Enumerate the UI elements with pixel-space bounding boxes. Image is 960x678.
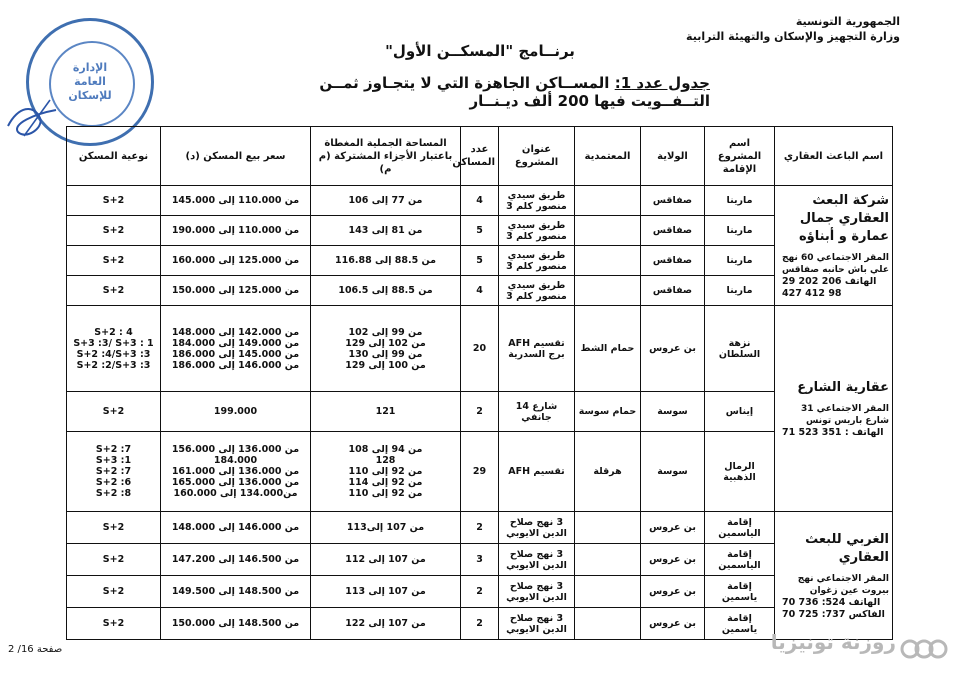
header-type: نوعية المسكن (67, 127, 161, 186)
type-cell-line: S+2 (102, 195, 125, 206)
table-row (67, 608, 893, 640)
developer-name: شركة البعث العقاري جمال عمارة و أبناؤه (798, 192, 889, 244)
count-cell: 5 (461, 246, 499, 276)
area-cell-line: من 92 إلى 114 (348, 477, 423, 488)
type-cell (67, 576, 161, 608)
area-cell-line: من 92 إلى 110 (348, 488, 423, 499)
price-cell-line: 184.000 (213, 455, 258, 466)
price-cell (161, 576, 311, 608)
program-title: برنــامج "المسكــن الأول" (385, 42, 575, 60)
table-row (67, 432, 893, 512)
stamp-line: الإدارة (72, 61, 108, 74)
project-cell: إقامة الياسمين (705, 512, 775, 544)
table-row (67, 544, 893, 576)
state-cell: بن عروس (641, 544, 705, 576)
stamp-line: العامة (74, 75, 106, 88)
area-cell (311, 246, 461, 276)
count-cell: 3 (461, 544, 499, 576)
table-row (67, 392, 893, 432)
table-row (67, 576, 893, 608)
type-cell-line: S+2 (102, 225, 125, 236)
type-cell-line: S+2 (102, 285, 125, 296)
count-cell: 2 (461, 392, 499, 432)
price-cell (161, 246, 311, 276)
type-cell-line: S+2 (102, 586, 125, 597)
area-cell (311, 544, 461, 576)
developer-address: المقر الاجتماعي 31 شارع باريس تونس (801, 403, 889, 426)
state-cell: بن عروس (641, 576, 705, 608)
address-cell: تقسيم AFH برج السدرية (499, 306, 575, 392)
area-cell-line: من 107 إلى 122 (345, 618, 426, 629)
price-cell-line: 199.000 (213, 406, 258, 417)
project-cell: مارينا (705, 246, 775, 276)
price-cell-line: من 146.000 إلى 186.000 (171, 359, 300, 371)
area-cell (311, 392, 461, 432)
watermark-text: روزنة تونيزيا (770, 630, 896, 654)
area-cell (311, 306, 461, 392)
type-cell (67, 186, 161, 216)
housing-table (66, 126, 893, 640)
type-cell-line: S+3 :3/ S+3 : 1 (73, 337, 154, 349)
signature-icon (4, 96, 64, 146)
area-cell-line: 128 (375, 455, 396, 466)
stamp-line: للإسكان (68, 89, 112, 102)
type-cell-line: S+2 (102, 618, 125, 629)
type-cell (67, 246, 161, 276)
area-cell (311, 608, 461, 640)
area-cell-line: من 94 إلى 108 (348, 444, 423, 455)
state-cell: بن عروس (641, 306, 705, 392)
area-cell (311, 276, 461, 306)
address-cell: طريق سيدي منصور كلم 3 (499, 246, 575, 276)
delegation-cell (575, 216, 641, 246)
watermark-logo-icon (900, 637, 948, 661)
table-row (67, 216, 893, 246)
state-cell: صفاقس (641, 276, 705, 306)
price-cell (161, 216, 311, 246)
delegation-cell: حمام الشط (575, 306, 641, 392)
type-cell-line: S+2 :8 (95, 488, 132, 499)
type-cell (67, 306, 161, 392)
price-cell-line: من 149.000 إلى 184.000 (171, 337, 300, 349)
count-cell: 29 (461, 432, 499, 512)
area-cell (311, 576, 461, 608)
developer-address: المقر الاجتماعي 60 نهج علي باش حانبه صفاقس (781, 252, 889, 275)
state-cell: صفاقس (641, 216, 705, 246)
header-project: اسم المشروع الإقامة (705, 127, 775, 186)
state-cell: سوسة (641, 432, 705, 512)
project-cell: مارينا (705, 186, 775, 216)
type-cell (67, 544, 161, 576)
type-cell (67, 512, 161, 544)
price-cell (161, 276, 311, 306)
type-cell-line: S+2 (102, 406, 125, 417)
address-cell: شارع 14 جانفي (499, 392, 575, 432)
area-cell-line: من 99 إلى 102 (348, 326, 423, 338)
type-cell-line: S+3 :1 (95, 455, 132, 466)
project-cell: إقامة ياسمين (705, 608, 775, 640)
page-number: صفحة 16/ 2 (8, 644, 63, 655)
developer-phone: الهاتف 206 202 29 (782, 275, 877, 287)
price-cell (161, 608, 311, 640)
project-cell: إيناس (705, 392, 775, 432)
price-cell-line: من 148.500 إلى 149.500 (171, 586, 300, 597)
area-cell-line: من 100 إلى 129 (345, 359, 426, 371)
delegation-cell: هرقلة (575, 432, 641, 512)
developer-name: عقارية الشارع (797, 379, 889, 395)
area-cell-line: من 107 إلى 113 (345, 586, 426, 597)
developer-phone: الهاتف 524: 736 70 (782, 596, 881, 608)
type-cell-line: S+2 (102, 554, 125, 565)
area-cell-line: من 77 إلى 106 (348, 195, 423, 206)
count-cell: 2 (461, 608, 499, 640)
developer-name: الغربي للبعث العقاري (805, 531, 889, 565)
table-label: جدول عدد 1: (614, 74, 710, 92)
address-cell: 3 نهج صلاح الدين الايوبي (499, 608, 575, 640)
header-price: سعر بيع المسكن (د) (161, 127, 311, 186)
type-cell-line: S+2 :2/S+3 :3 (76, 359, 151, 371)
area-cell-line: من 107 إلى 112 (345, 554, 426, 565)
address-cell: طريق سيدي منصور كلم 3 (499, 186, 575, 216)
delegation-cell (575, 512, 641, 544)
developer-phone-2: 98 412 427 (782, 287, 842, 299)
type-cell (67, 216, 161, 246)
state-cell: سوسة (641, 392, 705, 432)
area-cell (311, 216, 461, 246)
price-cell-line: من 125.000 إلى 150.000 (171, 285, 300, 296)
header-state: الولاية (641, 127, 705, 186)
price-cell-line: من 136.000 إلى 156.000 (171, 444, 300, 455)
price-cell-line: من 125.000 إلى 160.000 (171, 255, 300, 266)
price-cell-line: من 142.000 إلى 148.000 (171, 326, 300, 338)
price-cell (161, 186, 311, 216)
state-cell: بن عروس (641, 608, 705, 640)
type-cell (67, 276, 161, 306)
delegation-cell (575, 276, 641, 306)
price-cell-line: من 148.500 إلى 150.000 (171, 618, 300, 629)
table-row (67, 306, 893, 392)
state-cell: صفاقس (641, 186, 705, 216)
price-cell-line: من 145.000 إلى 186.000 (171, 348, 300, 360)
table-header-row (67, 127, 893, 186)
type-cell-line: S+2 : 4 (94, 326, 133, 338)
delegation-cell (575, 544, 641, 576)
address-cell: 3 نهج صلاح الدين الايوبي (499, 544, 575, 576)
price-cell-line: من 136.000 إلى 165.000 (171, 477, 300, 488)
price-cell-line: من 146.000 إلى 148.000 (171, 522, 300, 533)
address-cell: طريق سيدي منصور كلم 3 (499, 216, 575, 246)
state-cell: صفاقس (641, 246, 705, 276)
area-cell-line: من 92 إلى 110 (348, 466, 423, 477)
price-cell-line: من134.000 إلى 160.000 (173, 488, 298, 499)
area-cell-line: من 88.5 إلى 116.88 (335, 255, 436, 266)
area-cell (311, 186, 461, 216)
type-cell-line: S+2 (102, 255, 125, 266)
price-cell (161, 306, 311, 392)
count-cell: 20 (461, 306, 499, 392)
project-cell: إقامة الياسمين (705, 544, 775, 576)
price-cell (161, 392, 311, 432)
count-cell: 2 (461, 512, 499, 544)
table-subtitle: المســاكن الجاهزة التي لا يتجـاوز ثمــن التــفــويت فيها 200 ألف ديـنــار (319, 74, 710, 110)
count-cell: 2 (461, 576, 499, 608)
count-cell: 4 (461, 186, 499, 216)
type-cell (67, 608, 161, 640)
table-row (67, 246, 893, 276)
header-delegation: المعتمدية (575, 127, 641, 186)
area-cell-line: من 88.5 إلى 106.5 (338, 285, 433, 296)
project-cell: الرمال الذهبية (705, 432, 775, 512)
republic-name: الجمهورية التونسية (795, 15, 900, 28)
address-cell: تقسيم AFH (499, 432, 575, 512)
delegation-cell (575, 186, 641, 216)
table-body (67, 186, 893, 640)
ministry-name: وزارة التجهيز والإسكان والتهيئة الترابية (686, 30, 900, 43)
price-cell-line: من 110.000 إلى 145.000 (171, 195, 300, 206)
count-cell: 4 (461, 276, 499, 306)
developer-cell (775, 512, 893, 640)
price-cell (161, 544, 311, 576)
area-cell-line: من 99 إلى 130 (348, 348, 423, 360)
state-cell: بن عروس (641, 512, 705, 544)
developer-cell (775, 186, 893, 306)
area-cell-line: من 81 إلى 143 (348, 225, 423, 236)
address-cell: طريق سيدي منصور كلم 3 (499, 276, 575, 306)
address-cell: 3 نهج صلاح الدين الايوبي (499, 576, 575, 608)
area-cell (311, 432, 461, 512)
header-developer: اسم الباعث العقاري (775, 127, 893, 186)
table-row (67, 512, 893, 544)
price-cell-line: من 146.500 إلى 147.200 (171, 554, 300, 565)
area-cell-line: من 102 إلى 129 (345, 337, 426, 349)
type-cell-line: S+2 :7 (95, 466, 132, 477)
project-cell: إقامة ياسمين (705, 576, 775, 608)
project-cell: مارينا (705, 216, 775, 246)
table-row (67, 186, 893, 216)
developer-address: المقر الاجتماعي نهج بيروت عين زغوان (797, 573, 889, 596)
type-cell-line: S+2 (102, 522, 125, 533)
price-cell (161, 432, 311, 512)
area-cell (311, 512, 461, 544)
table-title (240, 74, 710, 110)
header-area: المساحة الجملية المغطاة باعتبار الأجزاء المشتركة (م م) (311, 127, 461, 186)
ministry-header (686, 14, 900, 44)
delegation-cell (575, 608, 641, 640)
delegation-cell (575, 246, 641, 276)
type-cell (67, 432, 161, 512)
project-cell: مارينا (705, 276, 775, 306)
developer-phone: الهاتف : 351 523 71 (782, 426, 884, 438)
type-cell-line: S+2 :4/S+3 :3 (76, 348, 151, 360)
type-cell (67, 392, 161, 432)
area-cell-line: من 107 إلى113 (346, 522, 425, 533)
header-count: عدد المساكن (461, 127, 499, 186)
developer-phone-2: الفاكس 737: 725 70 (782, 608, 885, 620)
price-cell-line: من 136.000 إلى 161.000 (171, 466, 300, 477)
delegation-cell: حمام سوسة (575, 392, 641, 432)
price-cell-line: من 110.000 إلى 190.000 (171, 225, 300, 236)
developer-cell (775, 306, 893, 512)
type-cell-line: S+2 :6 (95, 477, 132, 488)
count-cell: 5 (461, 216, 499, 246)
header-address: عنوان المشروع (499, 127, 575, 186)
address-cell: 3 نهج صلاح الدين الايوبي (499, 512, 575, 544)
delegation-cell (575, 576, 641, 608)
project-cell: نزهة السلطان (705, 306, 775, 392)
price-cell (161, 512, 311, 544)
type-cell-line: S+2 :7 (95, 444, 132, 455)
area-cell-line: 121 (375, 406, 396, 417)
table-row (67, 276, 893, 306)
